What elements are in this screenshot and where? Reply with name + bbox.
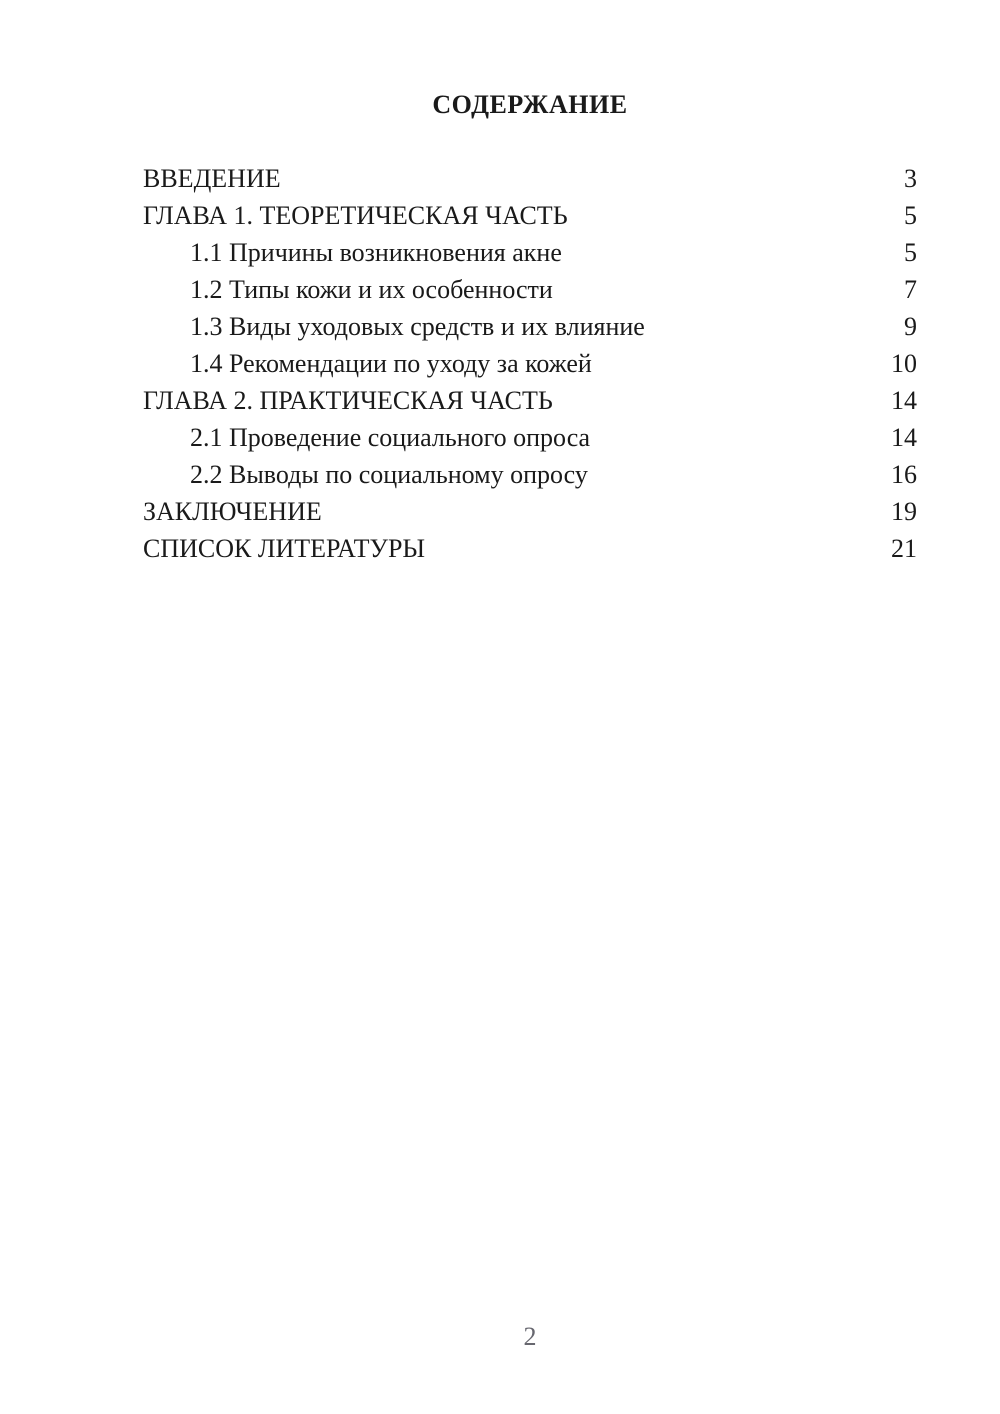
toc-entry-page: 3 xyxy=(904,164,917,193)
toc-entry-page: 21 xyxy=(891,534,917,563)
toc-entry-page: 10 xyxy=(891,349,917,378)
toc-entry-label: ГЛАВА 2. ПРАКТИЧЕСКАЯ ЧАСТЬ xyxy=(143,386,553,415)
toc-entry-label: ВВЕДЕНИЕ xyxy=(143,164,281,193)
toc-list xyxy=(143,160,917,567)
toc-row xyxy=(143,271,917,308)
toc-entry-label: СПИСОК ЛИТЕРАТУРЫ xyxy=(143,534,426,563)
toc-row xyxy=(143,197,917,234)
toc-entry-label: 1.2 Типы кожи и их особенности xyxy=(190,275,553,304)
toc-entry-label: 1.4 Рекомендации по уходу за кожей xyxy=(190,349,592,378)
toc-row xyxy=(143,456,917,493)
toc-entry-page: 9 xyxy=(904,312,917,341)
toc-entry-label: 1.3 Виды уходовых средств и их влияние xyxy=(190,312,645,341)
toc-row xyxy=(143,493,917,530)
toc-row xyxy=(143,234,917,271)
toc-entry-label: 2.2 Выводы по социальному опросу xyxy=(190,460,588,489)
footer-page-number: 2 xyxy=(523,1322,537,1351)
toc-entry-label: ЗАКЛЮЧЕНИЕ xyxy=(143,497,322,526)
toc-entry-page: 7 xyxy=(904,275,917,304)
toc-entry-page: 14 xyxy=(891,423,917,452)
toc-row xyxy=(143,160,917,197)
toc-row xyxy=(143,345,917,382)
toc-entry-label: 2.1 Проведение социального опроса xyxy=(190,423,591,452)
toc-entry-page: 19 xyxy=(891,497,917,526)
toc-entry-label: 1.1 Причины возникновения акне xyxy=(190,238,562,267)
toc-entry-label: ГЛАВА 1. ТЕОРЕТИЧЕСКАЯ ЧАСТЬ xyxy=(143,201,568,230)
toc-row xyxy=(143,382,917,419)
toc-entry-page: 5 xyxy=(904,238,917,267)
toc-entry-page: 16 xyxy=(891,460,917,489)
toc-row xyxy=(143,308,917,345)
toc-entry-page: 14 xyxy=(891,386,917,415)
page-title: СОДЕРЖАНИЕ xyxy=(432,90,628,119)
toc-entry-page: 5 xyxy=(904,201,917,230)
toc-row xyxy=(143,530,917,567)
page-content xyxy=(0,0,1000,567)
toc-row xyxy=(143,419,917,456)
